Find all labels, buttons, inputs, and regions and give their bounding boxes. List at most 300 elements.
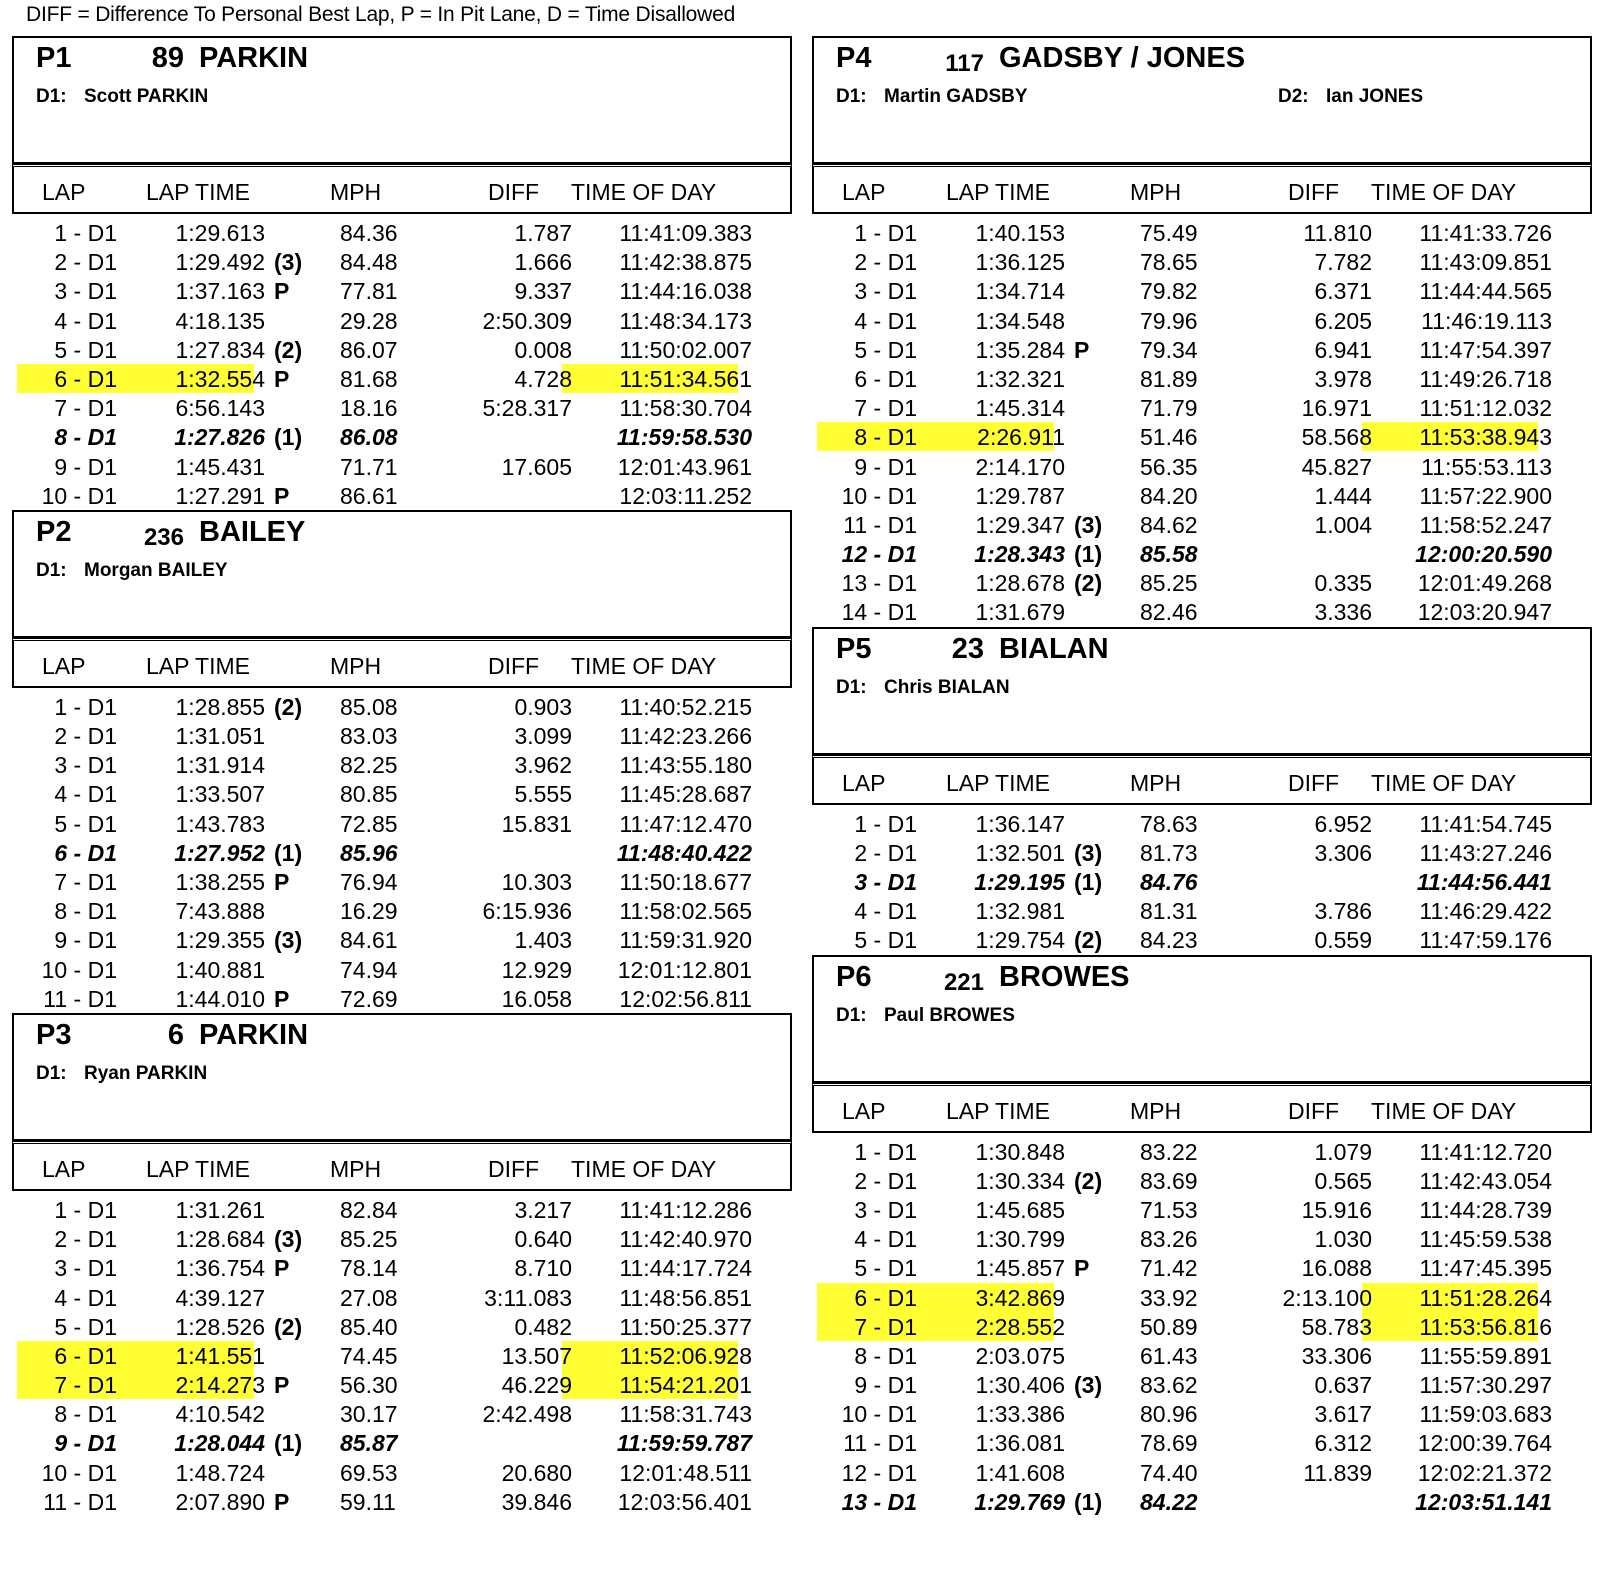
lap-time: 1:35.284 — [975, 336, 1065, 363]
lap-time: 1:45.857 — [975, 1255, 1065, 1282]
lap-mph: 79.82 — [1140, 278, 1198, 305]
driver-name: Morgan BAILEY — [84, 559, 228, 581]
lap-row — [12, 692, 792, 721]
lap-number: 10 - D1 — [41, 1459, 117, 1486]
time-of-day: 11:59:58.530 — [616, 424, 752, 451]
lap-number: 3 - D1 — [854, 1196, 917, 1223]
lap-number: 11 - D1 — [843, 511, 917, 538]
lap-time: 1:28.684 — [175, 1226, 265, 1253]
car-header — [12, 36, 792, 164]
time-of-day: 11:48:56.851 — [619, 1284, 752, 1311]
lap-row — [812, 1224, 1592, 1253]
driver-name: Ian JONES — [1326, 86, 1424, 107]
lap-number: 1 - D1 — [54, 693, 117, 720]
lap-flag: (2) — [1074, 1167, 1103, 1194]
lap-row — [12, 955, 792, 984]
driver-line — [836, 1005, 1015, 1027]
lap-time: 1:33.386 — [975, 1401, 1065, 1428]
lap-time: 1:31.679 — [975, 599, 1065, 626]
position-label: P2 — [36, 515, 72, 548]
lap-flag: (3) — [1074, 839, 1103, 866]
lap-row — [812, 1166, 1592, 1195]
lap-number: 10 - D1 — [41, 482, 117, 509]
time-of-day: 11:55:53.113 — [1421, 453, 1552, 480]
lap-time: 1:31.261 — [175, 1196, 265, 1223]
lap-row — [12, 1253, 792, 1282]
header-mph: MPH — [1130, 1097, 1182, 1124]
time-of-day: 12:03:56.401 — [617, 1488, 752, 1515]
lap-row — [12, 1399, 792, 1428]
lap-time: 1:30.848 — [975, 1138, 1065, 1165]
column-headers — [812, 164, 1592, 214]
lap-number: 10 - D1 — [841, 1401, 917, 1428]
time-of-day: 11:54:21.201 — [619, 1372, 752, 1399]
lap-mph: 30.17 — [340, 1401, 398, 1428]
time-of-day: 12:02:21.372 — [1417, 1459, 1552, 1486]
lap-time: 1:29.347 — [975, 511, 1065, 538]
lap-diff: 0.008 — [514, 336, 572, 363]
lap-time: 1:28.855 — [175, 693, 265, 720]
lap-time: 2:03.075 — [975, 1342, 1065, 1369]
time-of-day: 11:41:12.286 — [619, 1196, 752, 1223]
lap-diff: 0.903 — [514, 693, 572, 720]
driver-name: Ryan PARKIN — [84, 1062, 208, 1084]
driver-tag: D1: — [836, 676, 867, 698]
team-name: BROWES — [999, 960, 1130, 993]
lap-time: 1:34.548 — [975, 307, 1065, 334]
lap-list — [812, 214, 1592, 627]
lap-number: 6 - D1 — [54, 1342, 117, 1369]
lap-number: 2 - D1 — [854, 839, 917, 866]
header-diff: DIFF — [488, 652, 540, 679]
time-of-day: 11:49:26.718 — [1419, 365, 1552, 392]
lap-time: 1:29.613 — [175, 220, 265, 246]
lap-row — [12, 896, 792, 925]
lap-row-best — [812, 1487, 1592, 1516]
lap-number: 2 - D1 — [854, 249, 917, 276]
lap-mph: 80.85 — [340, 781, 398, 808]
lap-diff: 6.205 — [1314, 307, 1372, 334]
lap-number: 6 - D1 — [54, 365, 117, 392]
time-of-day: 11:58:30.704 — [619, 395, 752, 422]
lap-diff: 6:15.936 — [482, 898, 572, 925]
lap-number: 4 - D1 — [854, 1226, 917, 1253]
lap-flag: (1) — [274, 424, 303, 451]
lap-row — [812, 1370, 1592, 1399]
car-number: 89 — [151, 42, 184, 74]
lap-row — [12, 218, 792, 247]
lap-mph: 82.25 — [340, 752, 398, 779]
header-mph: MPH — [1130, 179, 1182, 205]
lap-time: 1:36.754 — [175, 1255, 265, 1282]
lap-diff: 10.303 — [501, 869, 572, 895]
lap-time: 1:36.081 — [975, 1430, 1065, 1457]
lap-flag: (1) — [1074, 541, 1103, 568]
lap-flag: (1) — [1074, 1488, 1103, 1515]
lap-time: 6:56.143 — [175, 395, 265, 422]
lap-diff: 15.916 — [1301, 1196, 1372, 1223]
lap-row — [12, 1224, 792, 1253]
lap-row — [812, 335, 1592, 364]
lap-number: 1 - D1 — [54, 1196, 117, 1223]
lap-row — [812, 1283, 1592, 1312]
time-of-day: 11:40:52.215 — [619, 693, 752, 720]
lap-row — [812, 1253, 1592, 1282]
driver-line — [36, 560, 228, 582]
lap-list — [12, 214, 792, 510]
lap-mph: 86.61 — [340, 482, 398, 509]
lap-mph: 51.46 — [1140, 424, 1198, 451]
lap-number: 5 - D1 — [854, 336, 917, 363]
lap-time: 1:43.783 — [175, 810, 265, 837]
lap-number: 5 - D1 — [54, 1313, 117, 1340]
lap-time: 1:29.769 — [974, 1488, 1065, 1515]
lap-mph: 78.14 — [340, 1255, 398, 1282]
lap-list — [12, 1191, 792, 1516]
time-of-day: 11:42:23.266 — [619, 723, 752, 750]
lap-diff: 1.030 — [1314, 1226, 1372, 1253]
lap-row — [12, 364, 792, 393]
lap-mph: 69.53 — [340, 1459, 398, 1486]
lap-mph: 84.23 — [1140, 927, 1198, 954]
lap-time: 1:30.334 — [975, 1167, 1065, 1194]
lap-flag: P — [274, 365, 290, 392]
time-of-day: 11:53:56.816 — [1419, 1313, 1552, 1340]
lap-row — [812, 364, 1592, 393]
time-of-day: 12:01:49.268 — [1417, 570, 1552, 597]
time-of-day: 11:52:06.928 — [619, 1342, 752, 1369]
time-of-day: 11:48:40.422 — [616, 839, 752, 866]
lap-time: 1:27.291 — [175, 482, 265, 509]
time-of-day: 11:44:17.724 — [619, 1255, 752, 1282]
lap-diff: 13.507 — [501, 1342, 572, 1369]
lap-number: 4 - D1 — [854, 307, 917, 334]
lap-time: 1:29.754 — [975, 927, 1065, 954]
lap-mph: 61.43 — [1140, 1342, 1198, 1369]
lap-mph: 85.25 — [340, 1226, 398, 1253]
time-of-day: 11:51:28.264 — [1419, 1284, 1552, 1311]
driver-name: Martin GADSBY — [884, 86, 1028, 107]
lap-time: 1:27.952 — [174, 839, 265, 866]
lap-mph: 81.89 — [1140, 365, 1198, 392]
lap-row — [812, 452, 1592, 481]
driver-name: Scott PARKIN — [84, 86, 209, 107]
time-of-day: 11:44:56.441 — [1416, 869, 1552, 895]
lap-number: 7 - D1 — [854, 395, 917, 422]
lap-diff: 45.827 — [1301, 453, 1372, 480]
lap-diff: 6.371 — [1314, 278, 1372, 305]
time-of-day: 11:43:09.851 — [1419, 249, 1552, 276]
lap-time: 1:32.981 — [975, 898, 1065, 925]
lap-row — [12, 779, 792, 808]
lap-flag: (2) — [1074, 927, 1103, 954]
header-lap-time: LAP TIME — [946, 1097, 1050, 1124]
lap-number: 3 - D1 — [54, 278, 117, 305]
header-mph: MPH — [330, 1155, 382, 1182]
header-mph: MPH — [330, 652, 382, 679]
lap-flag: (2) — [274, 336, 303, 363]
right-column — [812, 36, 1592, 1516]
lap-time: 4:18.135 — [175, 307, 265, 334]
header-time-of_day: TIME OF DAY — [571, 1155, 717, 1182]
lap-number: 9 - D1 — [854, 1372, 917, 1399]
lap-row — [812, 1137, 1592, 1166]
column-headers — [12, 1141, 792, 1191]
lap-time: 4:39.127 — [175, 1284, 265, 1311]
lap-mph: 86.08 — [340, 424, 398, 451]
time-of-day: 11:55:59.891 — [1419, 1342, 1552, 1369]
lap-mph: 71.53 — [1140, 1196, 1198, 1223]
lap-diff: 46.229 — [501, 1372, 572, 1399]
lap-number: 7 - D1 — [854, 1313, 917, 1340]
left-column — [12, 36, 792, 1516]
time-of-day: 12:01:48.511 — [619, 1459, 752, 1486]
lap-flag: P — [274, 869, 290, 895]
header-diff: DIFF — [1288, 1097, 1340, 1124]
lap-number: 6 - D1 — [854, 1284, 917, 1311]
lap-number: 5 - D1 — [854, 1255, 917, 1282]
lap-flag: (2) — [1074, 570, 1103, 597]
time-of-day: 11:46:19.113 — [1421, 307, 1552, 334]
lap-number: 9 - D1 — [54, 1430, 117, 1457]
lap-mph: 81.68 — [340, 365, 398, 392]
lap-time: 1:28.343 — [974, 541, 1065, 568]
time-of-day: 12:01:43.961 — [617, 453, 752, 480]
lap-mph: 83.62 — [1140, 1372, 1198, 1399]
lap-diff: 0.559 — [1314, 927, 1372, 954]
header-time-of_day: TIME OF DAY — [1371, 769, 1517, 796]
lap-time: 1:32.321 — [975, 365, 1065, 392]
time-of-day: 11:51:12.032 — [1419, 395, 1552, 422]
lap-diff: 12.929 — [501, 956, 572, 983]
lap-mph: 83.26 — [1140, 1226, 1198, 1253]
lap-diff: 1.079 — [1314, 1138, 1372, 1165]
car-number: 6 — [167, 1018, 184, 1051]
lap-mph: 83.03 — [340, 723, 398, 750]
time-of-day: 11:58:02.565 — [619, 898, 752, 925]
time-of-day: 12:00:39.764 — [1417, 1430, 1552, 1457]
lap-diff: 16.971 — [1301, 395, 1372, 422]
position-label: P6 — [836, 960, 872, 993]
lap-time: 2:14.170 — [975, 453, 1065, 480]
header-time-of_day: TIME OF DAY — [571, 652, 717, 679]
lap-mph: 71.79 — [1140, 395, 1198, 422]
time-of-day: 11:58:31.743 — [619, 1401, 752, 1428]
lap-mph: 75.49 — [1140, 220, 1198, 246]
lap-mph: 78.65 — [1140, 249, 1198, 276]
lap-mph: 85.08 — [340, 693, 398, 720]
lap-time: 1:31.051 — [175, 723, 265, 750]
driver-line — [36, 1063, 207, 1085]
lap-mph: 80.96 — [1140, 1401, 1198, 1428]
header-lap: LAP — [42, 652, 86, 679]
lap-mph: 50.89 — [1140, 1313, 1198, 1340]
lap-row — [812, 1312, 1592, 1341]
lap-time: 1:45.685 — [975, 1196, 1065, 1223]
time-of-day: 11:50:02.007 — [619, 336, 752, 363]
lap-mph: 33.92 — [1140, 1284, 1198, 1311]
time-of-day: 11:59:31.920 — [619, 927, 752, 954]
lap-diff: 58.783 — [1301, 1313, 1372, 1340]
time-of-day: 11:57:22.900 — [1419, 482, 1552, 509]
lap-mph: 85.25 — [1140, 570, 1198, 597]
time-of-day: 11:50:18.677 — [619, 869, 752, 895]
lap-flag: (3) — [1074, 1372, 1103, 1399]
lap-diff: 3.617 — [1314, 1401, 1372, 1428]
lap-number: 4 - D1 — [54, 1284, 117, 1311]
column-headers — [12, 164, 792, 214]
car-number: 221 — [943, 968, 984, 996]
lap-row — [812, 896, 1592, 925]
lap-mph: 56.35 — [1140, 453, 1198, 480]
lap-number: 8 - D1 — [54, 1401, 117, 1428]
lap-time: 1:31.914 — [175, 752, 265, 779]
lap-row-best — [12, 838, 792, 867]
lap-row — [812, 568, 1592, 597]
lap-number: 12 - D1 — [841, 541, 917, 568]
lap-flag: (1) — [274, 839, 303, 866]
lap-mph: 85.96 — [340, 839, 398, 866]
time-of-day: 11:42:40.970 — [619, 1226, 752, 1253]
lap-flag: P — [274, 482, 290, 509]
car-block — [812, 627, 1592, 955]
lap-diff: 0.640 — [514, 1226, 572, 1253]
lap-mph: 79.34 — [1140, 336, 1198, 363]
lap-row — [12, 335, 792, 364]
lap-time: 1:30.799 — [975, 1226, 1065, 1253]
lap-row — [812, 481, 1592, 510]
header-lap-time: LAP TIME — [946, 179, 1050, 205]
header-lap: LAP — [842, 769, 886, 796]
lap-row — [12, 925, 792, 954]
time-of-day: 11:59:59.787 — [616, 1430, 752, 1457]
lap-row — [12, 1341, 792, 1370]
lap-flag: (1) — [274, 1430, 303, 1457]
car-header — [812, 627, 1592, 755]
lap-row — [812, 276, 1592, 305]
lap-number: 3 - D1 — [54, 1255, 117, 1282]
lap-time: 1:32.501 — [975, 839, 1065, 866]
car-block — [12, 510, 792, 1013]
lap-mph: 79.96 — [1140, 307, 1198, 334]
time-of-day: 11:50:25.377 — [619, 1313, 752, 1340]
lap-time: 1:44.010 — [175, 985, 265, 1012]
lap-diff: 6.312 — [1314, 1430, 1372, 1457]
lap-time: 1:28.526 — [175, 1313, 265, 1340]
lap-number: 4 - D1 — [54, 781, 117, 808]
lap-row — [812, 1428, 1592, 1457]
driver-name: Paul BROWES — [884, 1004, 1015, 1026]
lap-time: 4:10.542 — [175, 1401, 265, 1428]
lap-number: 3 - D1 — [854, 278, 917, 305]
lap-time: 1:41.608 — [975, 1459, 1065, 1486]
lap-number: 3 - D1 — [854, 869, 917, 895]
lap-mph: 84.61 — [340, 927, 398, 954]
lap-mph: 84.76 — [1140, 869, 1198, 895]
lap-mph: 72.69 — [340, 985, 398, 1012]
lap-row — [12, 750, 792, 779]
lap-time: 1:45.431 — [175, 453, 265, 480]
time-of-day: 12:03:20.947 — [1417, 599, 1552, 626]
lap-row — [12, 721, 792, 750]
header-lap: LAP — [42, 179, 86, 205]
lap-mph: 83.69 — [1140, 1167, 1198, 1194]
time-of-day: 11:43:55.180 — [619, 752, 752, 779]
lap-mph: 74.45 — [340, 1342, 398, 1369]
lap-time: 1:27.834 — [175, 336, 265, 363]
lap-diff: 0.482 — [514, 1313, 572, 1340]
lap-diff: 8.710 — [514, 1255, 572, 1282]
lap-diff: 6.952 — [1314, 810, 1372, 837]
position-label: P4 — [836, 42, 872, 74]
time-of-day: 11:44:28.739 — [1419, 1196, 1552, 1223]
lap-row — [812, 1195, 1592, 1224]
lap-row — [12, 452, 792, 481]
lap-diff: 16.088 — [1301, 1255, 1372, 1282]
lap-time: 1:29.355 — [175, 927, 265, 954]
lap-diff: 15.831 — [501, 810, 572, 837]
lap-diff: 33.306 — [1301, 1342, 1372, 1369]
lap-diff: 2:42.498 — [482, 1401, 572, 1428]
position-label: P5 — [836, 632, 872, 665]
lap-mph: 84.62 — [1140, 511, 1198, 538]
lap-diff: 3:11.083 — [484, 1284, 572, 1311]
lap-number: 11 - D1 — [43, 1488, 117, 1515]
lap-number: 3 - D1 — [54, 752, 117, 779]
lap-time: 1:28.678 — [975, 570, 1065, 597]
lap-row-best — [812, 539, 1592, 568]
lap-diff: 16.058 — [501, 985, 572, 1012]
lap-number: 13 - D1 — [841, 570, 917, 597]
time-of-day: 11:41:33.726 — [1419, 220, 1552, 246]
lap-row — [12, 867, 792, 896]
lap-diff: 3.962 — [514, 752, 572, 779]
lap-number: 8 - D1 — [854, 1342, 917, 1369]
driver-name: Chris BIALAN — [884, 676, 1010, 698]
lap-mph: 81.73 — [1140, 839, 1198, 866]
lap-number: 9 - D1 — [54, 927, 117, 954]
driver-tag: D1: — [836, 86, 867, 107]
lap-row-best — [12, 1428, 792, 1457]
lap-mph: 82.46 — [1140, 599, 1198, 626]
lap-diff: 11.810 — [1303, 220, 1372, 246]
lap-diff: 0.565 — [1314, 1167, 1372, 1194]
lap-number: 5 - D1 — [54, 336, 117, 363]
lap-row-best — [12, 422, 792, 451]
lap-row — [812, 422, 1592, 451]
lap-mph: 84.36 — [340, 220, 398, 246]
driver-line — [36, 86, 208, 108]
lap-number: 1 - D1 — [854, 1138, 917, 1165]
lap-mph: 83.22 — [1140, 1138, 1198, 1165]
lap-time: 2:14.273 — [175, 1372, 265, 1399]
driver-tag: D1: — [36, 559, 67, 581]
lap-number: 5 - D1 — [54, 810, 117, 837]
lap-number: 7 - D1 — [54, 869, 117, 895]
lap-row — [12, 306, 792, 335]
header-time-of_day: TIME OF DAY — [571, 179, 717, 205]
lap-number: 8 - D1 — [54, 424, 117, 451]
lap-number: 10 - D1 — [41, 956, 117, 983]
lap-diff: 20.680 — [501, 1459, 572, 1486]
lap-mph: 76.94 — [340, 869, 398, 895]
lap-mph: 78.63 — [1140, 810, 1198, 837]
lap-flag: (3) — [274, 927, 303, 954]
time-of-day: 11:44:44.565 — [1419, 278, 1552, 305]
lap-number: 8 - D1 — [854, 424, 917, 451]
lap-flag: P — [274, 1488, 290, 1515]
header-diff: DIFF — [488, 1155, 540, 1182]
